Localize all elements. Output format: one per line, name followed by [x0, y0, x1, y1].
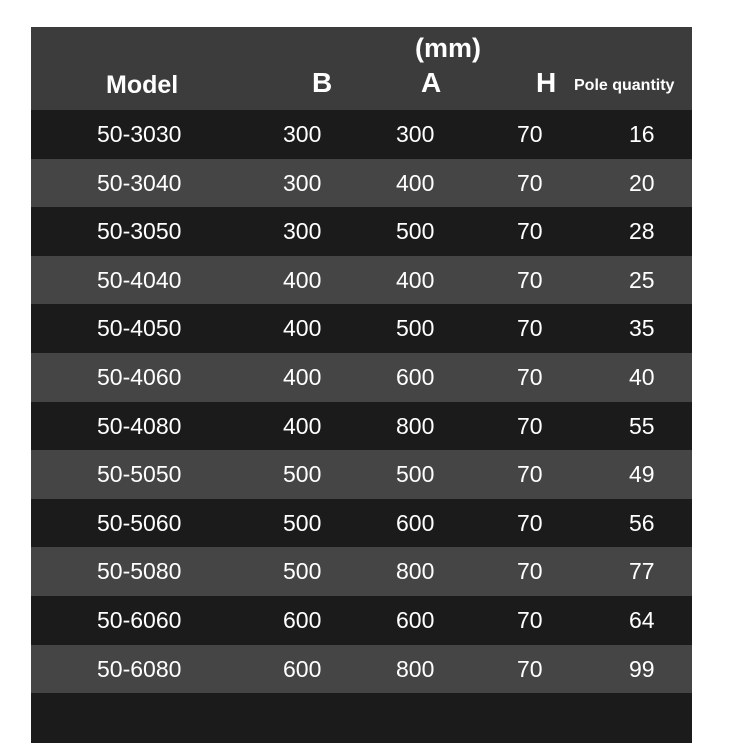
- header-h: H: [536, 67, 557, 98]
- cell-a: 500: [396, 218, 435, 245]
- cell-h: 70: [517, 606, 543, 633]
- cell-model: 50-5050: [97, 461, 182, 488]
- cell-h: 70: [517, 363, 543, 390]
- cell-a: 500: [396, 461, 435, 488]
- cell-pole-quantity: 55: [629, 412, 655, 439]
- cell-pole-quantity: 35: [629, 315, 655, 342]
- cell-a: 400: [396, 169, 435, 196]
- cell-a: 600: [396, 509, 435, 536]
- cell-b: 500: [283, 461, 322, 488]
- spec-table: [31, 27, 692, 743]
- cell-h: 70: [517, 315, 543, 342]
- table-row: [31, 159, 692, 208]
- table-row: [31, 499, 692, 548]
- cell-a: 800: [396, 412, 435, 439]
- cell-b: 300: [283, 121, 322, 147]
- unit-label: (mm): [415, 33, 481, 63]
- table-row: [31, 304, 692, 353]
- header-pole-quantity: Pole quantity: [574, 77, 675, 94]
- cell-pole-quantity: 99: [629, 655, 655, 682]
- cell-b: 500: [283, 558, 322, 585]
- cell-model: 50-5080: [97, 558, 182, 585]
- cell-pole-quantity: 20: [629, 169, 655, 196]
- table-row: [31, 547, 692, 596]
- cell-a: 500: [396, 315, 435, 342]
- cell-model: 50-6080: [97, 655, 182, 682]
- cell-b: 400: [283, 363, 322, 390]
- cell-a: 800: [396, 655, 435, 682]
- table-header: [31, 27, 692, 110]
- cell-model: 50-4040: [97, 266, 182, 293]
- table-row: [31, 256, 692, 305]
- cell-b: 600: [283, 655, 322, 682]
- cell-pole-quantity: 25: [629, 266, 655, 293]
- table-row: [31, 596, 692, 645]
- cell-b: 400: [283, 266, 322, 293]
- table-body: [31, 110, 692, 693]
- cell-a: 800: [396, 558, 435, 585]
- cell-pole-quantity: 77: [629, 558, 655, 585]
- header-a: A: [421, 67, 442, 98]
- cell-a: 600: [396, 606, 435, 633]
- table-row: [31, 450, 692, 499]
- cell-pole-quantity: 64: [629, 606, 655, 633]
- table-row: [31, 207, 692, 256]
- cell-h: 70: [517, 412, 543, 439]
- cell-model: 50-5060: [97, 509, 182, 536]
- table-row: [31, 353, 692, 402]
- cell-b: 300: [283, 218, 322, 245]
- cell-b: 400: [283, 412, 322, 439]
- cell-pole-quantity: 40: [629, 363, 655, 390]
- cell-h: 70: [517, 655, 543, 682]
- cell-h: 70: [517, 461, 543, 488]
- cell-pole-quantity: 56: [629, 509, 655, 536]
- table-row: [31, 402, 692, 451]
- cell-pole-quantity: 49: [629, 461, 655, 488]
- cell-b: 600: [283, 606, 322, 633]
- cell-b: 500: [283, 509, 322, 536]
- cell-model: 50-3030: [97, 121, 182, 147]
- cell-h: 70: [517, 169, 543, 196]
- cell-model: 50-4050: [97, 315, 182, 342]
- cell-model: 50-3040: [97, 169, 182, 196]
- cell-a: 600: [396, 363, 435, 390]
- cell-pole-quantity: 16: [629, 121, 655, 147]
- cell-model: 50-3050: [97, 218, 182, 245]
- header-b: B: [312, 67, 333, 98]
- cell-model: 50-6060: [97, 606, 182, 633]
- cell-h: 70: [517, 558, 543, 585]
- cell-h: 70: [517, 218, 543, 245]
- cell-a: 300: [396, 121, 435, 147]
- cell-h: 70: [517, 266, 543, 293]
- header-model: Model: [106, 71, 179, 99]
- cell-model: 50-4060: [97, 363, 182, 390]
- cell-a: 400: [396, 266, 435, 293]
- cell-b: 400: [283, 315, 322, 342]
- table-row: [31, 645, 692, 694]
- table-row: [31, 110, 692, 159]
- cell-pole-quantity: 28: [629, 218, 655, 245]
- cell-b: 300: [283, 169, 322, 196]
- cell-h: 70: [517, 509, 543, 536]
- cell-h: 70: [517, 121, 543, 147]
- cell-model: 50-4080: [97, 412, 182, 439]
